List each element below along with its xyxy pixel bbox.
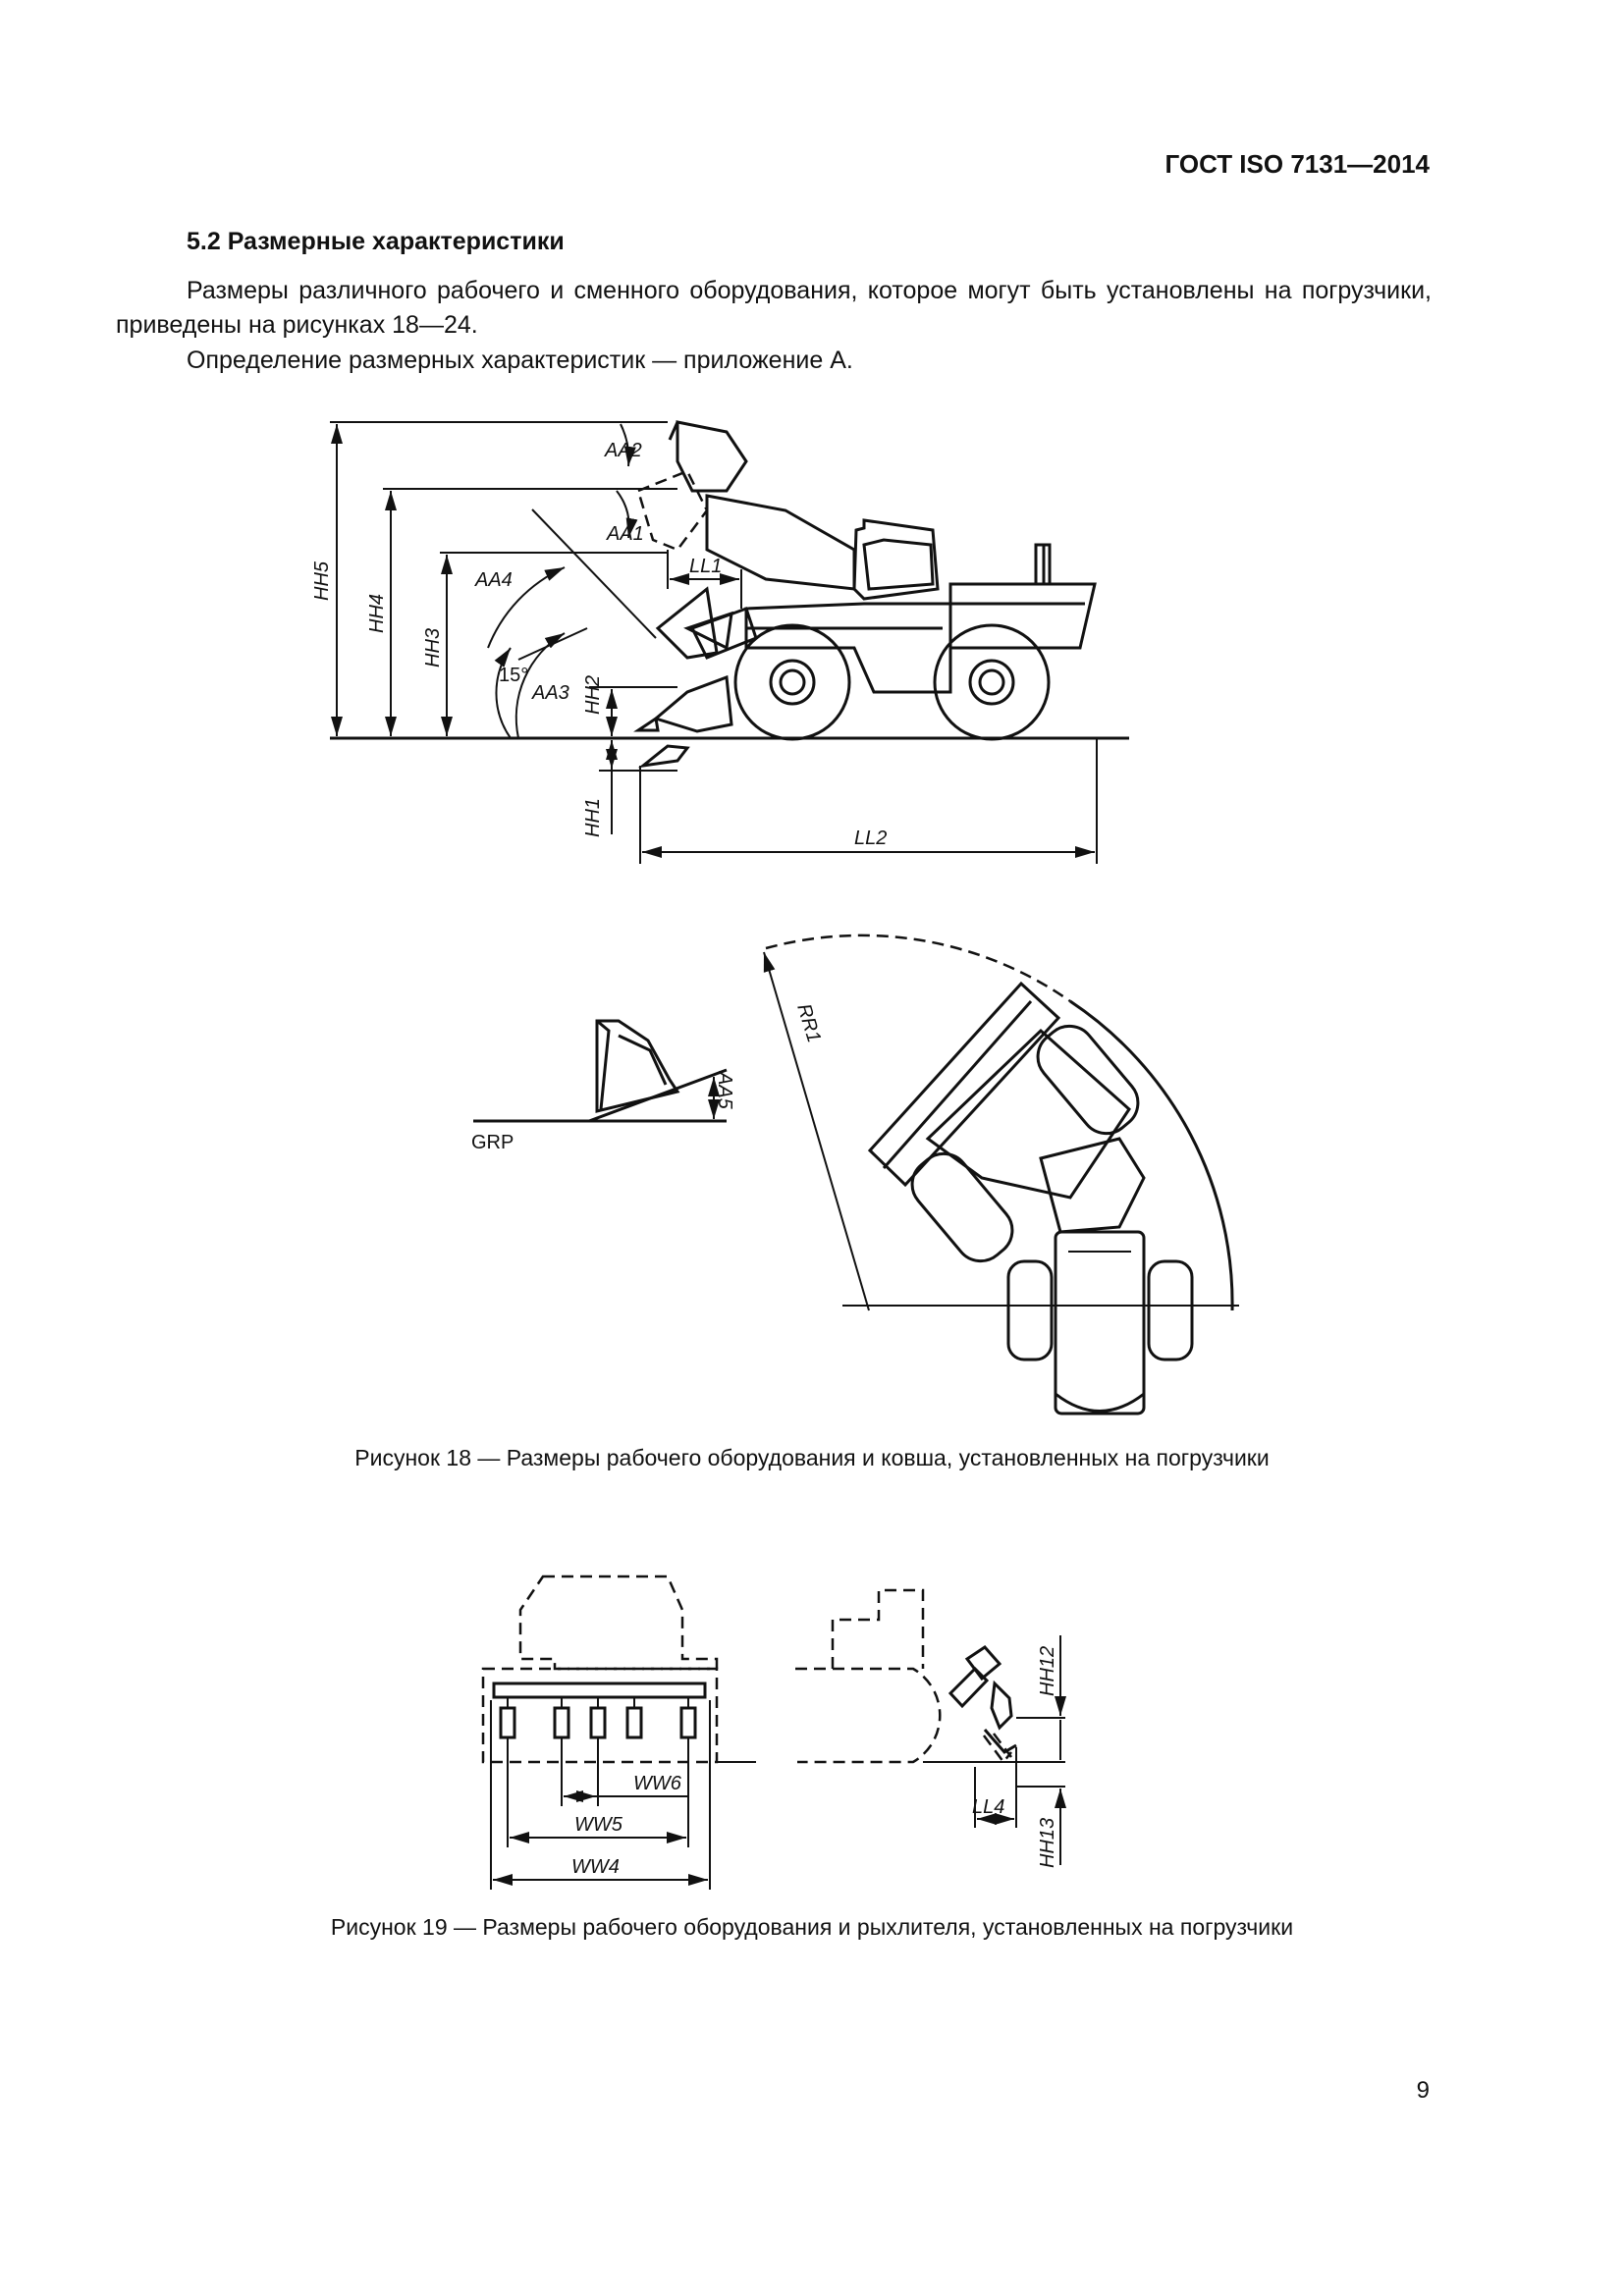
label-hh1: HH1 <box>582 797 604 837</box>
label-ww5: WW5 <box>574 1814 623 1836</box>
figure-19-side-view <box>795 1590 1065 1868</box>
figure-18-caption: Рисунок 18 — Размеры рабочего оборудования и ковша, установленных на погрузчики <box>354 1445 1270 1470</box>
figure-19-caption: Рисунок 19 — Размеры рабочего оборудования и рыхлителя, установленных на погрузчики <box>330 1914 1294 1940</box>
figure-18-turning-radius-view <box>764 935 1239 1414</box>
label-ll2: LL2 <box>854 828 888 849</box>
label-hh4: HH4 <box>366 593 388 633</box>
section-title: 5.2 Размерные характеристики <box>187 228 565 255</box>
label-hh12: HH12 <box>1037 1645 1058 1696</box>
figure-18-side-view <box>311 422 1129 864</box>
label-aa1: AA1 <box>607 523 644 545</box>
paragraph-definition: Определение размерных характеристик — приложение А. <box>187 347 853 374</box>
standard-header: ГОСТ ISO 7131—2014 <box>1164 149 1430 179</box>
figure-19-front-view <box>483 1576 756 1890</box>
wheel-loader-drawing <box>638 422 1095 766</box>
label-ww4: WW4 <box>571 1856 620 1878</box>
label-hh13: HH13 <box>1037 1817 1058 1868</box>
label-aa4: AA4 <box>475 569 513 591</box>
label-hh5: HH5 <box>311 561 333 601</box>
label-aa2: AA2 <box>605 440 642 461</box>
figure-18-bucket-angle-detail <box>471 1021 735 1153</box>
label-ll4: LL4 <box>972 1796 1005 1818</box>
label-angle-15: 15° <box>499 665 529 686</box>
paragraph-intro: Размеры различного рабочего и сменного оборудования, которое могут быть установлены на погрузчики, приведены на рисунках 18—24. <box>116 277 1432 339</box>
label-rr1: RR1 <box>792 1001 825 1045</box>
label-aa3: AA3 <box>532 682 569 704</box>
label-hh2: HH2 <box>582 674 604 715</box>
label-grp: GRP <box>471 1132 514 1153</box>
label-hh3: HH3 <box>422 627 444 667</box>
label-aa5: AA5 <box>714 1072 735 1109</box>
page-number: 9 <box>1416 2077 1430 2104</box>
label-ww6: WW6 <box>633 1773 681 1794</box>
label-ll1: LL1 <box>689 556 723 577</box>
